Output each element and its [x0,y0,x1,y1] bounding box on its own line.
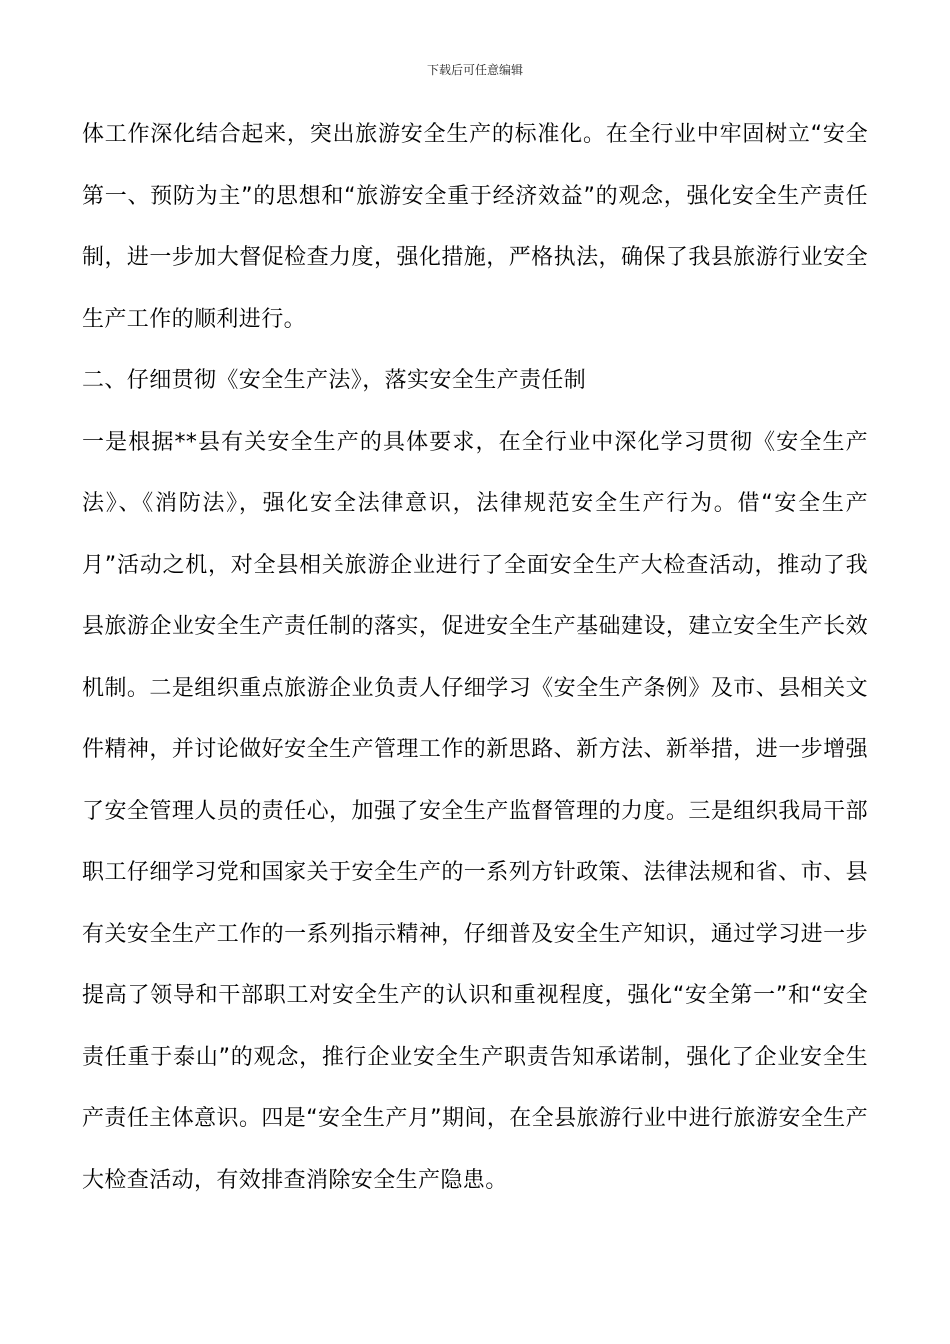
section-paragraph: 一是根据**县有关安全生产的具体要求，在全行业中深化学习贯彻《安全生产法》、《消防法》，强化安全法律意识，法律规范安全生产行为。借“安全生产月”活动之机，对全县相关旅游企业进行了全面安全生产大检查活动，推动了我县旅游企业安全生产责任制的落实，促进安全生产基础建设，建立安全生产长效机制。二是组织重点旅游企业负责人仔细学习《安全生产条例》及市、县相关文件精神，并讨论做好安全生产管理工作的新思路、新方法、新举措，进一步增强了安全管理人员的责任心，加强了安全生产监督管理的力度。三是组织我局干部职工仔细学习党和国家关于安全生产的一系列方针政策、法律法规和省、市、县有关安全生产工作的一系列指示精神，仔细普及安全生产知识，通过学习进一步提高了领导和干部职工对安全生产的认识和重视程度，强化“安全第一”和“安全责任重于泰山”的观念，推行企业安全生产职责告知承诺制，强化了企业安全生产责任主体意识。四是“安全生产月”期间，在全县旅游行业中进行旅游安全生产大检查活动，有效排查消除安全生产隐患。 [82,429,868,1193]
document-body [82,104,868,1211]
section-heading: 二、仔细贯彻《安全生产法》，落实安全生产责任制 [82,368,587,393]
page-header: 下载后可任意编辑 [426,63,523,77]
paragraph-intro: 体工作深化结合起来，突出旅游安全生产的标准化。在全行业中牢固树立“安全第一、预防为主”的思想和“旅游安全重于经济效益”的观念，强化安全生产责任制，进一步加大督促检查力度，强化措施，严格执法，确保了我县旅游行业安全生产工作的顺利进行。 [82,122,868,332]
